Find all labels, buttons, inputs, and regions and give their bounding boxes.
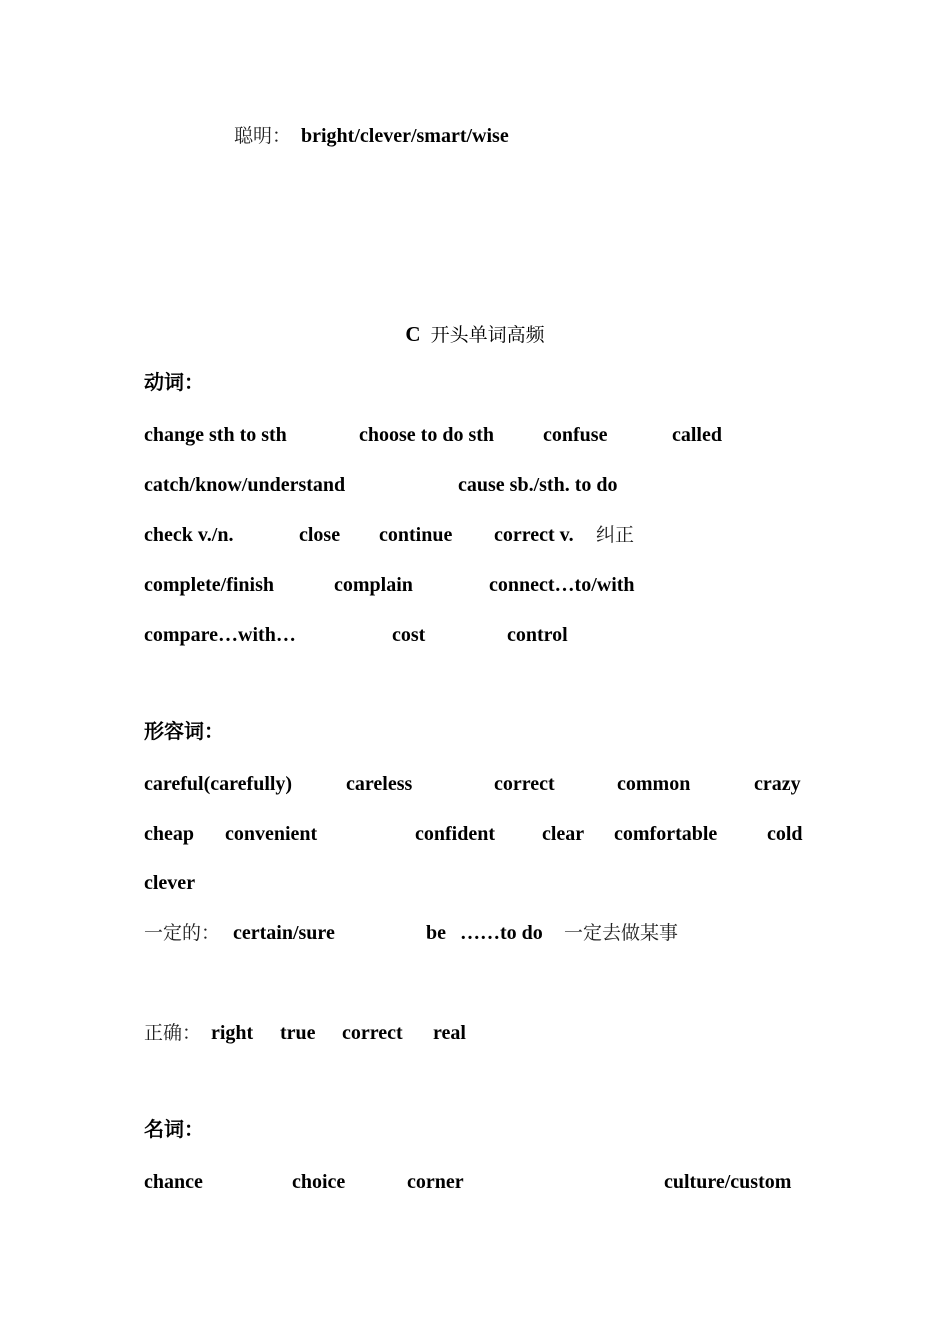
word: right [211,1022,254,1044]
verbs-row [0,420,950,450]
word: check v./n. [144,524,234,546]
correct-label: 正确： [144,1022,202,1044]
word: real [433,1022,466,1044]
smart-words: bright/clever/smart/wise [301,125,509,147]
adjectives-row [0,819,950,849]
adjectives-row [0,868,950,898]
word: crazy [754,773,801,795]
word: common [617,773,691,795]
word: choose to do sth [359,424,495,446]
word: correct [342,1022,403,1044]
word: compare…with… [144,624,296,646]
word: careless [346,773,413,795]
word: cost [392,624,426,646]
word: continue [379,524,453,546]
word: complain [334,574,413,596]
word: clear [542,823,585,845]
adjectives-row [0,769,950,799]
smart-synonyms-line [0,121,950,151]
nouns-row [0,1167,950,1197]
smart-label: 聪明： [234,125,292,147]
certain-line [0,918,950,948]
verbs-heading: 动词： [144,370,204,394]
word: cheap [144,823,194,845]
word: correct v. [494,524,574,546]
word: corner [407,1171,464,1193]
word: change sth to sth [144,424,287,446]
certain-label: 一定的： [144,922,221,944]
word: confuse [543,424,608,446]
certain-be: be [426,922,446,944]
verbs-row [0,620,950,650]
certain-todo: ……to do [460,922,543,944]
word: culture/custom [664,1171,792,1193]
word: complete/finish [144,574,274,596]
word: catch/know/understand [144,474,346,496]
word-meaning: 纠正 [596,524,635,546]
word: control [507,624,568,646]
word: cause sb./sth. to do [458,474,618,496]
word: true [280,1022,316,1044]
section-title-text: 开头单词高频 [430,324,545,346]
word: chance [144,1171,203,1193]
word: cold [767,823,803,845]
word: correct [494,773,555,795]
word: confident [415,823,495,845]
word: convenient [225,823,318,845]
word: clever [144,872,196,894]
nouns-heading-row [0,1114,950,1144]
adjectives-heading: 形容词： [144,719,224,743]
verbs-row [0,470,950,500]
word: close [299,524,341,546]
word: connect…to/with [489,574,635,596]
nouns-heading: 名词： [144,1117,204,1141]
word: called [672,424,722,446]
verbs-heading-row [0,367,950,397]
certain-words: certain/sure [233,922,335,944]
word: choice [292,1171,346,1193]
word: comfortable [614,823,718,845]
verbs-row [0,520,950,550]
section-title [0,318,950,351]
word: careful(carefully) [144,773,293,795]
verbs-row [0,570,950,600]
section-letter: C [405,322,421,346]
certain-meaning: 一定去做某事 [564,922,679,944]
correct-line [0,1018,950,1048]
adjectives-heading-row [0,716,950,746]
